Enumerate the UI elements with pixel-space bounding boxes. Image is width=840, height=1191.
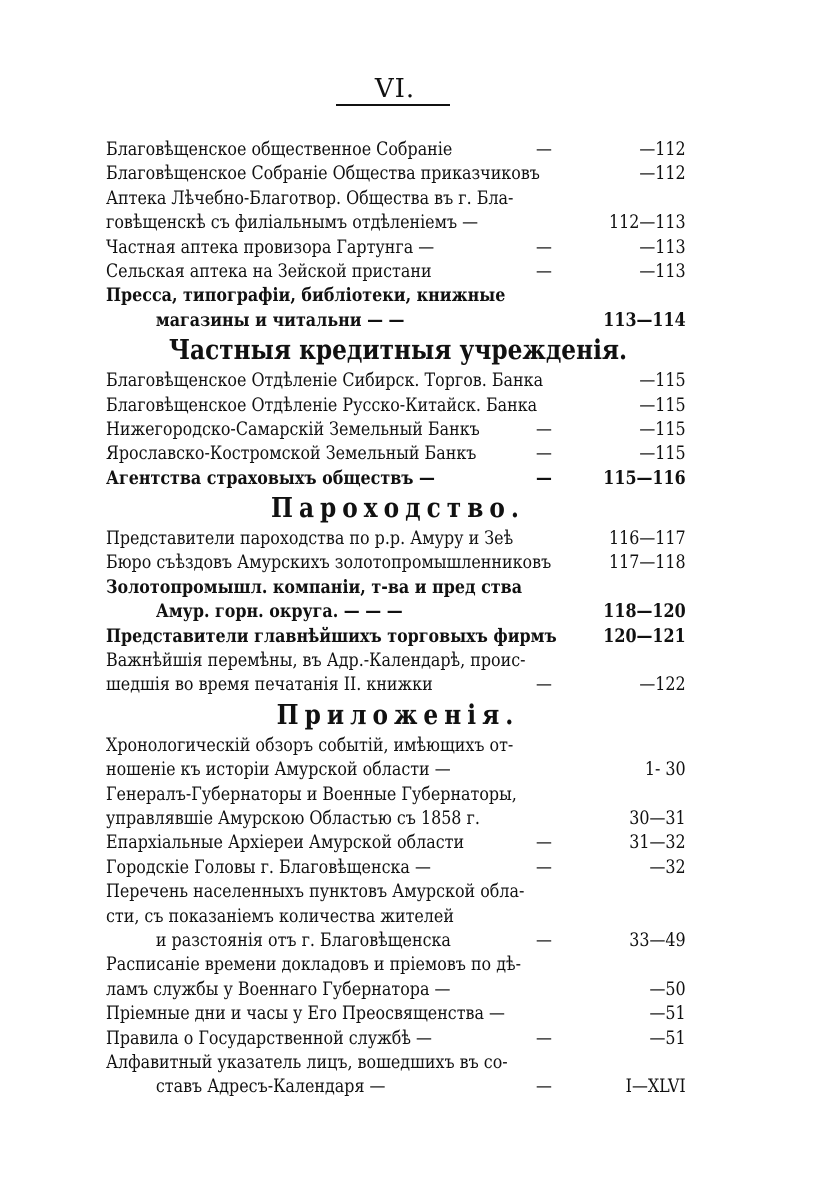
toc-leader-dash: — (536, 467, 552, 489)
toc-leader-dash: — (536, 260, 552, 282)
toc-entry-title: Благовѣщенское общественное Собраніе (106, 139, 453, 160)
toc-entry-title: Важнѣйшія перемѣны, въ Адр.-Календарѣ, проис- (106, 650, 526, 672)
toc-page-ref: 113—114 (603, 309, 686, 331)
toc-entry (106, 649, 608, 673)
toc-entry (106, 625, 686, 649)
toc-entry-title: Благовѣщенское Отдѣленіе Сибирск. Торгов. Банка (106, 370, 544, 392)
toc-leader-dash: — (536, 674, 552, 696)
toc-leader-dash: — (536, 856, 552, 878)
toc-entry (106, 527, 686, 551)
toc-entry-title: Ярославско-Костромской Земельный Банкъ (106, 443, 477, 465)
toc-page-ref: 120—121 (603, 625, 686, 647)
toc-page-ref: —50 (649, 978, 686, 1000)
toc-page-ref: 31—32 (629, 832, 686, 854)
toc-leader-dash: — (536, 1027, 552, 1049)
toc-entry (106, 442, 686, 466)
toc-leader-dash: — (536, 443, 552, 465)
toc-entry-title: ношеніе къ исторіи Амурской области — (106, 759, 451, 781)
section-heading: Приложенія. (276, 699, 520, 731)
toc-page-ref: —113 (639, 236, 686, 258)
toc-entry-title: Правила о Государственной службѣ — (106, 1027, 432, 1049)
toc-entry (106, 831, 686, 855)
toc-entry (106, 467, 686, 491)
toc-entry-title: шедшія во время печатанія II. книжки (106, 674, 433, 696)
toc-entry-title: Представители пароходства по р.р. Амуру и Зеѣ (106, 528, 514, 550)
toc-page-ref: —112 (639, 139, 686, 160)
toc-entry-title: Бюро съѣздовъ Амурскихъ золотопромышленниковъ (106, 552, 552, 574)
toc-entry (106, 758, 686, 782)
toc-entry (106, 162, 686, 186)
toc-entry-title: Благовѣщенское Собраніе Общества приказчиковъ (106, 163, 540, 185)
section-heading: Пароходство. (271, 493, 525, 525)
toc-entry-title: управлявшіе Амурскою Областью съ 1858 г. (106, 807, 480, 829)
toc-entry-title: сти, съ показаніемъ количества жителей (106, 905, 454, 927)
toc-page-ref: 118—120 (603, 601, 686, 623)
toc-entry (106, 138, 686, 162)
toc-entry (106, 783, 608, 807)
toc-entry (106, 418, 686, 442)
toc-entry-title: Представители главнѣйшихъ торговыхъ фирмъ (106, 625, 557, 647)
toc-page-ref: —115 (639, 370, 686, 392)
toc-leader-dash: — (536, 236, 552, 258)
toc-entry-title: Амур. горн. округа. — — — (155, 601, 403, 623)
toc-entry (106, 309, 686, 333)
toc-entry-title: Аптека Лѣчебно-Благотвор. Общества въ г. Бла- (106, 187, 514, 209)
toc-entry (106, 978, 686, 1002)
toc-page-ref: I—XLVI (625, 1076, 686, 1098)
toc-entry-title: ставъ Адресъ-Календаря — (155, 1076, 386, 1098)
toc-entry (106, 1075, 686, 1099)
toc-entry-title: Благовѣщенское Отдѣленіе Русско-Китайск. Банка (106, 394, 538, 416)
toc-page-ref: 117—118 (608, 552, 686, 574)
toc-entry (106, 211, 686, 235)
toc-entry-title: Алфавитный указатель лицъ, вошедшихъ въ со- (106, 1051, 508, 1073)
toc-page-ref: —112 (639, 163, 686, 185)
toc-entry (106, 1051, 608, 1075)
toc-page-ref: 1- 30 (644, 759, 686, 781)
toc-entry-title: и разстоянія отъ г. Благовѣщенска (155, 929, 451, 951)
toc-entry-title: Сельская аптека на Зейской пристани (106, 260, 432, 282)
toc-page-ref: —122 (639, 674, 686, 696)
toc-entry (106, 673, 686, 697)
toc-entry (106, 187, 608, 211)
toc-entry-title: говѣщенскѣ съ филіальнымъ отдѣленіемъ — (106, 212, 479, 234)
toc-entry (106, 929, 686, 953)
toc-entry-title: Расписаніе времени докладовъ и пріемовъ по дѣ- (106, 954, 521, 976)
toc-page-ref: —115 (639, 418, 686, 440)
toc-entry-title: Пресса, типографіи, библіотеки, книжные (106, 285, 506, 307)
toc-page-ref: —32 (649, 856, 686, 878)
table-of-contents (106, 138, 690, 1100)
toc-entry-title: Епархіальные Архіереи Амурской области (106, 832, 465, 854)
toc-entry-title: магазины и читальни — — (155, 309, 405, 331)
toc-entry (106, 953, 608, 977)
toc-entry (106, 1027, 686, 1051)
toc-page-ref: —115 (639, 443, 686, 465)
toc-page-ref: —113 (639, 260, 686, 282)
toc-page-ref: 30—31 (629, 807, 686, 829)
toc-entry-title: Золотопромышл. компаніи, т-ва и пред ства (106, 576, 523, 598)
section-heading: Частныя кредитныя учрежденія. (168, 335, 628, 367)
toc-leader-dash: — (536, 1076, 552, 1098)
toc-entry (106, 551, 686, 575)
toc-entry (106, 600, 686, 624)
toc-entry-title: Агентства страховыхъ обществъ — (106, 467, 435, 489)
toc-entry (106, 880, 608, 904)
toc-entry (106, 734, 608, 758)
toc-entry (106, 369, 686, 393)
toc-entry (106, 236, 686, 260)
toc-page-ref: —51 (649, 1003, 686, 1025)
page-number: VI. (374, 74, 416, 104)
toc-page-ref: 33—49 (629, 929, 686, 951)
toc-entry (106, 394, 686, 418)
toc-entry-title: Пріемные дни и часы у Его Преосвященства — (106, 1003, 505, 1025)
toc-entry (106, 807, 686, 831)
toc-entry (106, 905, 608, 929)
toc-page-ref: 116—117 (608, 528, 686, 550)
toc-entry-title: Городскіе Головы г. Благовѣщенска — (106, 856, 431, 878)
toc-entry (106, 260, 686, 284)
toc-leader-dash: — (536, 418, 552, 440)
toc-page-ref: 112—113 (608, 212, 686, 234)
toc-entry (106, 284, 608, 308)
toc-page-ref: —51 (649, 1027, 686, 1049)
header-rule (336, 104, 450, 106)
toc-entry-title: Перечень населенныхъ пунктовъ Амурской обла- (106, 881, 525, 903)
toc-entry-title: Хронологическій обзоръ событій, имѣющихъ от- (106, 734, 514, 756)
toc-leader-dash: — (536, 929, 552, 951)
toc-entry (106, 1002, 686, 1026)
toc-entry-title: ламъ службы у Военнаго Губернатора — (106, 978, 451, 1000)
toc-entry (106, 856, 686, 880)
toc-entry (106, 576, 608, 600)
toc-leader-dash: — (536, 832, 552, 854)
toc-entry-title: Нижегородско-Самарскій Земельный Банкъ (106, 418, 480, 440)
toc-entry-title: Генералъ-Губернаторы и Военные Губернаторы, (106, 783, 517, 805)
toc-entry-title: Частная аптека провизора Гартунга — (106, 236, 435, 258)
toc-leader-dash: — (536, 139, 552, 160)
toc-page-ref: —115 (639, 394, 686, 416)
toc-page-ref: 115—116 (603, 467, 686, 489)
